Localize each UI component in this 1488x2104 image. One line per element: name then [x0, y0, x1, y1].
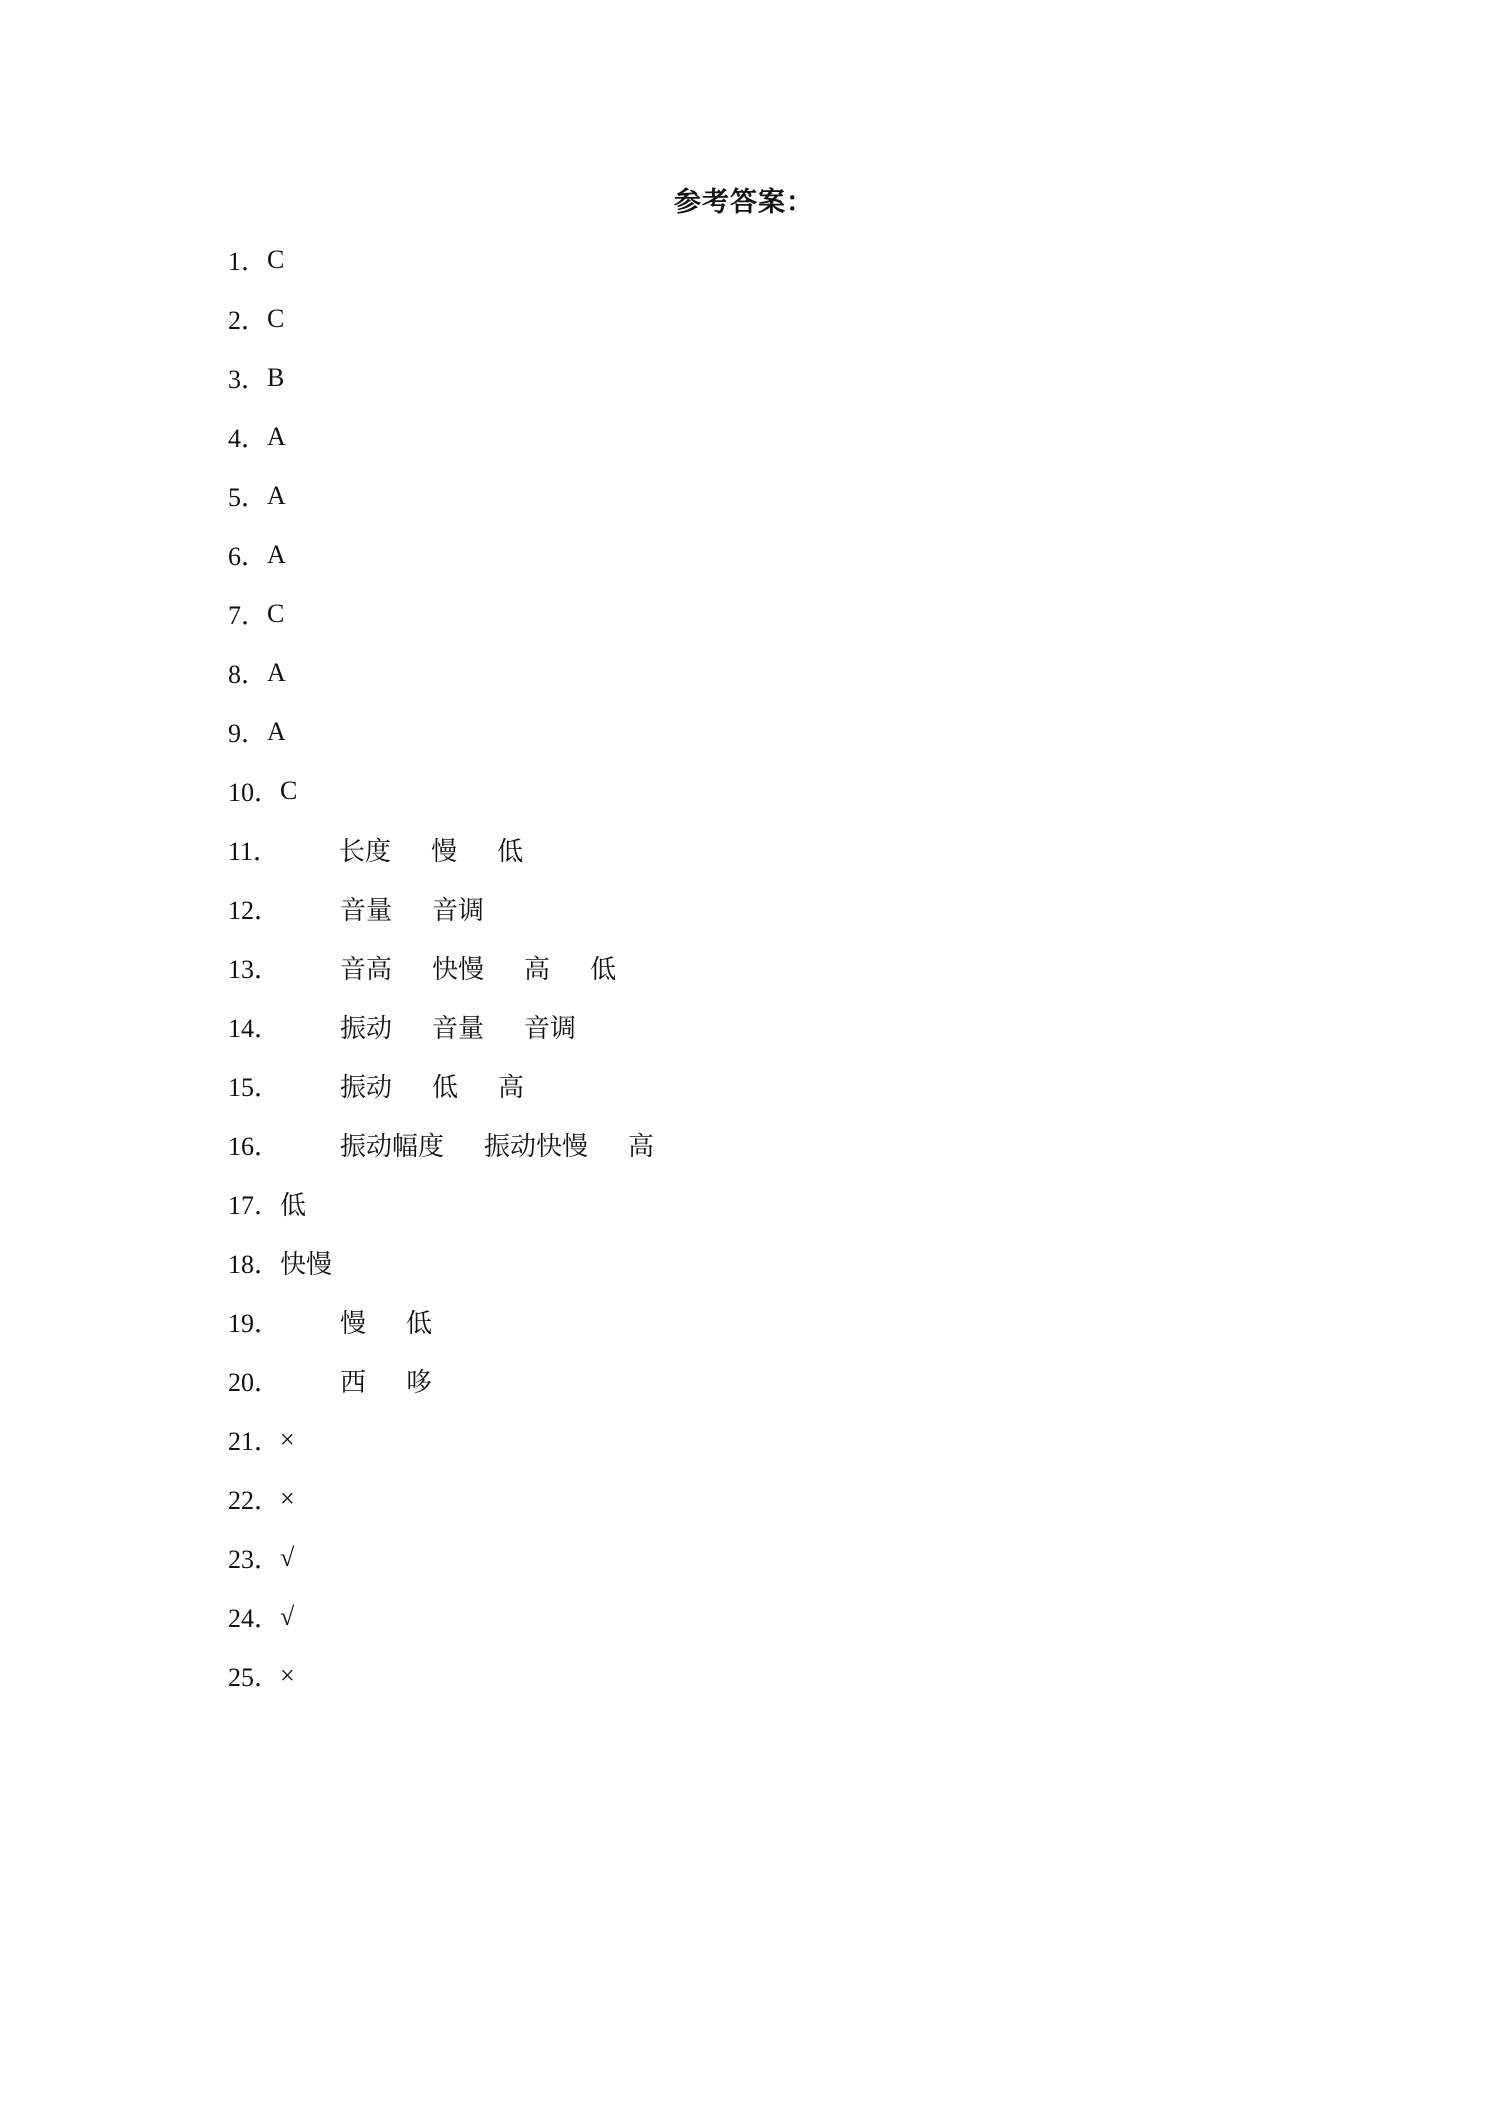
answer-item: [228, 525, 654, 584]
answer-text: ×: [280, 1424, 295, 1454]
answer-item: [228, 938, 654, 997]
answer-blanks: [340, 1362, 432, 1399]
answer-blank: 快慢: [432, 955, 485, 984]
answer-text: A: [267, 657, 286, 687]
answer-number: 2．: [228, 306, 268, 335]
answer-number: 16．: [228, 1132, 281, 1161]
answer-item: [228, 1469, 654, 1528]
answer-number: 5．: [228, 483, 268, 512]
answer-item: [228, 820, 654, 879]
answer-blank: 长度: [339, 837, 392, 866]
answer-blanks: [340, 1008, 576, 1045]
answer-item: [228, 1174, 654, 1233]
answer-text: 低: [280, 1191, 307, 1220]
answer-text: C: [267, 244, 285, 274]
answer-item: [228, 643, 654, 702]
answer-item: [228, 1233, 654, 1292]
answer-number: 7．: [228, 601, 268, 630]
answer-blanks: [340, 890, 484, 927]
answer-blank: 哆: [406, 1368, 433, 1397]
answer-blanks: [340, 1303, 432, 1340]
answer-blank: 振动快慢: [484, 1132, 589, 1161]
answer-number: 19．: [228, 1309, 281, 1338]
answer-text: √: [280, 1542, 295, 1572]
answer-number: 22．: [228, 1486, 281, 1515]
answer-item: [228, 1410, 654, 1469]
answer-text: 快慢: [280, 1250, 333, 1279]
answer-item: [228, 584, 654, 643]
answer-item: [228, 1292, 654, 1351]
answer-blank: 慢: [340, 1309, 367, 1338]
answer-blank: 西: [340, 1368, 367, 1397]
answer-list: [228, 230, 654, 1705]
answer-blank: 振动幅度: [340, 1132, 445, 1161]
answer-item: [228, 1587, 654, 1646]
answer-blank: 高: [524, 955, 551, 984]
answer-item: [228, 1528, 654, 1587]
answer-number: 11．: [228, 837, 280, 866]
answer-item: [228, 348, 654, 407]
answer-item: [228, 230, 654, 289]
answer-blank: 低: [497, 837, 524, 866]
answer-number: 1．: [228, 247, 268, 276]
answer-item: [228, 1056, 654, 1115]
answer-number: 21．: [228, 1427, 281, 1456]
answer-number: 17．: [228, 1191, 281, 1220]
answer-blank: 低: [590, 955, 617, 984]
answer-blanks: [340, 1067, 524, 1104]
answer-text: A: [267, 716, 286, 746]
answer-text: A: [267, 421, 286, 451]
answer-number: 24．: [228, 1604, 281, 1633]
answer-item: [228, 1351, 654, 1410]
answer-blank: 音调: [432, 896, 485, 925]
answer-blanks: [339, 831, 523, 868]
answer-blank: 高: [498, 1073, 525, 1102]
answer-item: [228, 997, 654, 1056]
answer-blank: 振动: [340, 1014, 393, 1043]
answer-item: [228, 466, 654, 525]
page-title: 参考答案：: [674, 187, 814, 217]
answer-blank: 慢: [431, 837, 458, 866]
answer-text: √: [280, 1601, 295, 1631]
answer-blank: 音调: [524, 1014, 577, 1043]
answer-number: 15．: [228, 1073, 281, 1102]
answer-text: C: [267, 303, 285, 333]
answer-number: 3．: [228, 365, 268, 394]
answer-blank: 高: [628, 1132, 655, 1161]
answer-item: [228, 289, 654, 348]
answer-text: C: [280, 775, 298, 805]
answer-number: 23．: [228, 1545, 281, 1574]
answer-text: A: [267, 480, 286, 510]
answer-item: [228, 879, 654, 938]
answer-number: 9．: [228, 719, 268, 748]
answer-blank: 低: [432, 1073, 459, 1102]
answer-text: C: [267, 598, 285, 628]
answer-number: 25．: [228, 1663, 281, 1692]
answer-item: [228, 1646, 654, 1705]
answer-blank: 音高: [340, 955, 393, 984]
answer-text: ×: [280, 1660, 295, 1690]
answer-item: [228, 1115, 654, 1174]
answer-blank: 振动: [340, 1073, 393, 1102]
answer-number: 12．: [228, 896, 281, 925]
answer-blank: 音量: [340, 896, 393, 925]
answer-blanks: [340, 1126, 654, 1163]
answer-item: [228, 702, 654, 761]
answer-number: 8．: [228, 660, 268, 689]
answer-number: 4．: [228, 424, 268, 453]
answer-item: [228, 407, 654, 466]
answer-number: 20．: [228, 1368, 281, 1397]
answer-text: B: [267, 362, 285, 392]
answer-number: 18．: [228, 1250, 281, 1279]
answer-text: A: [267, 539, 286, 569]
answer-blanks: [340, 949, 616, 986]
answer-number: 10．: [228, 778, 281, 807]
answer-blank: 音量: [432, 1014, 485, 1043]
answer-text: ×: [280, 1483, 295, 1513]
answer-blank: 低: [406, 1309, 433, 1338]
answer-number: 6．: [228, 542, 268, 571]
answer-number: 14．: [228, 1014, 281, 1043]
answer-number: 13．: [228, 955, 281, 984]
answer-item: [228, 761, 654, 820]
